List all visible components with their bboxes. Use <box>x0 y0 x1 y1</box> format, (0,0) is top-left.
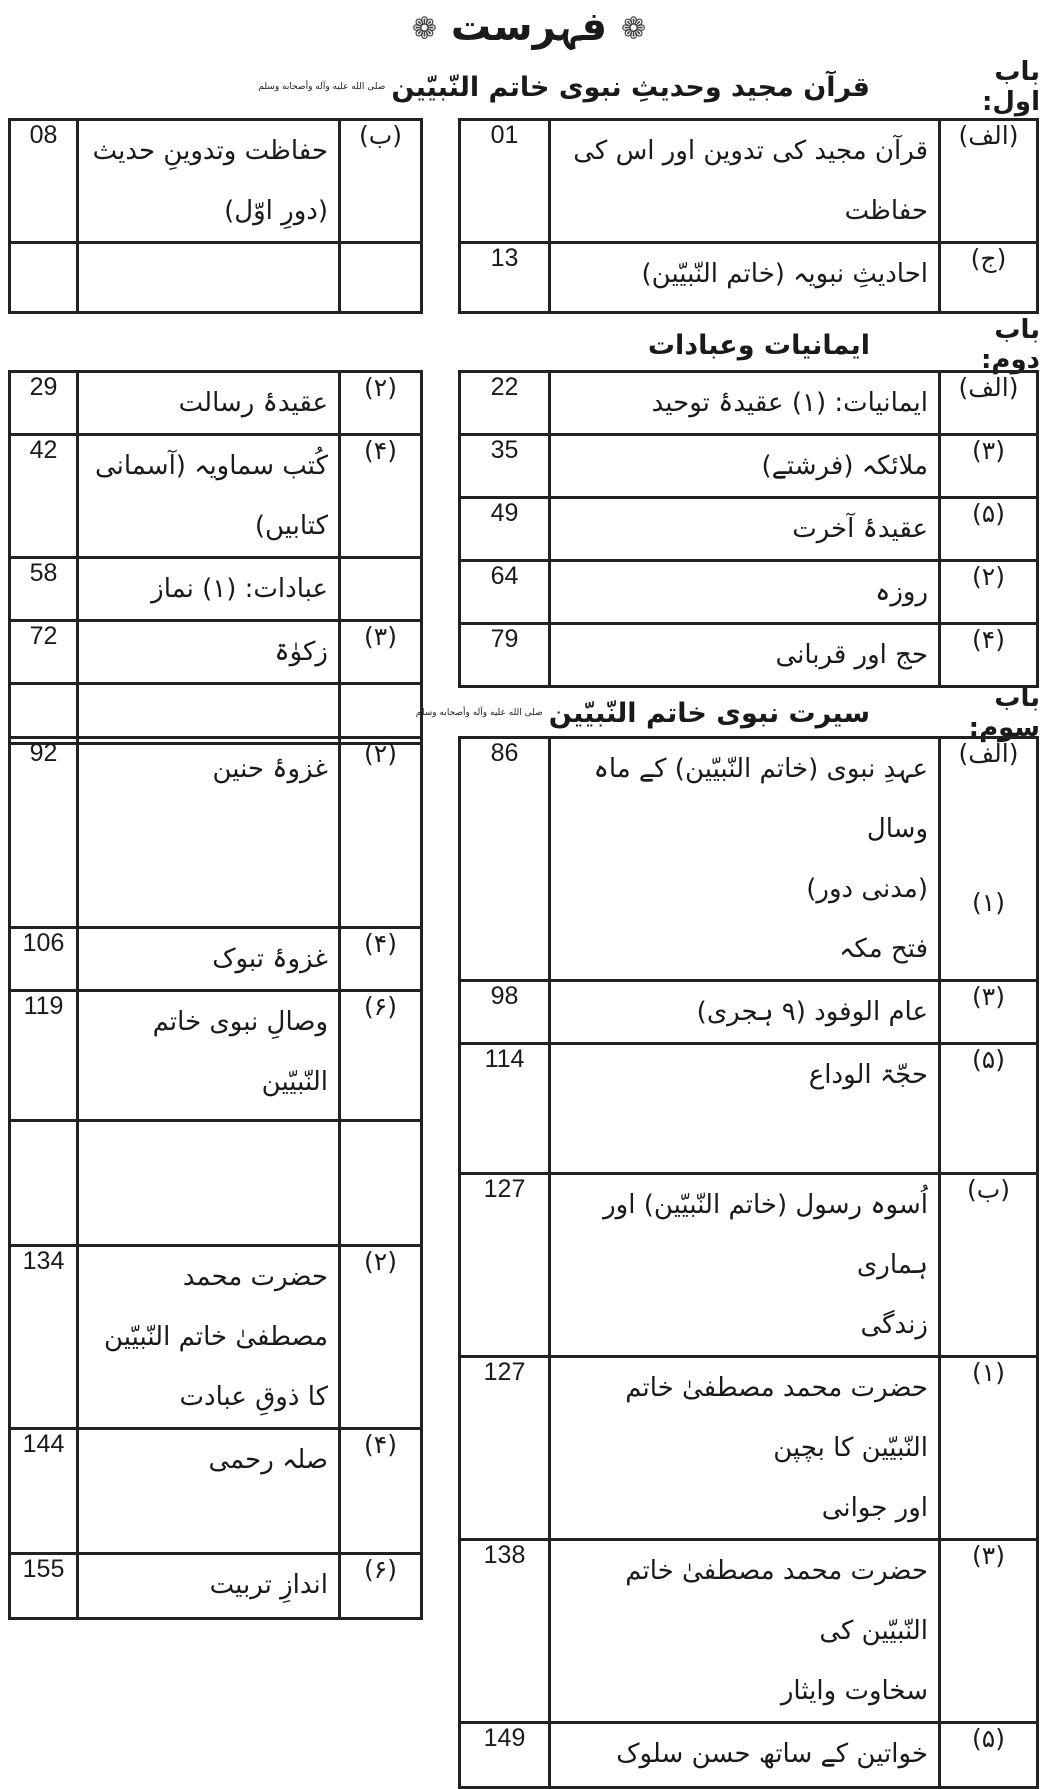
chapter-3-heading <box>410 683 1040 743</box>
item-topic-text: وصالِ نبوی خاتم النّبیّین <box>152 1007 328 1097</box>
item-label <box>940 1540 1038 1723</box>
item-topic <box>78 1429 340 1554</box>
item-page-number-text: 144 <box>22 1430 65 1458</box>
chapter-1-right-table <box>458 118 1039 314</box>
table-row <box>10 558 422 621</box>
item-page-number <box>460 1044 550 1174</box>
chapter-2-right-table <box>458 370 1039 688</box>
item-label-text: (۲) <box>364 1247 397 1276</box>
item-topic-text: کُتب سماویہ (آسمانی کتابیں) <box>94 451 328 541</box>
table-row <box>10 738 422 928</box>
item-label-text: (۵) <box>972 499 1005 528</box>
item-topic-text: سخاوت وایثار <box>780 1676 928 1706</box>
chapter-3-right-table <box>458 736 1039 1789</box>
item-page-number-text: 106 <box>22 929 65 957</box>
item-topic-text: ایمانیات: (۱) عقیدۂ توحید <box>651 388 928 418</box>
item-page-number <box>460 372 550 435</box>
item-topic <box>550 120 940 243</box>
item-topic <box>78 372 340 435</box>
item-topic-text: اُسوہ رسول (خاتم النّبیّین) اور ہماری <box>603 1190 928 1280</box>
item-page-number <box>460 624 550 687</box>
item-page-number <box>460 738 550 981</box>
item-label-text: (۲) <box>364 373 397 402</box>
item-topic <box>550 1044 940 1174</box>
page-title <box>0 4 1058 50</box>
item-topic <box>78 928 340 991</box>
item-topic-text: احادیثِ نبویہ (خاتم النّبیّین) <box>641 259 928 289</box>
item-label <box>340 558 422 621</box>
item-label-text: (ج) <box>970 244 1007 273</box>
item-topic <box>550 1174 940 1357</box>
item-label <box>340 120 422 243</box>
item-page-number <box>460 243 550 313</box>
chapter-title: ایمانیات وعبادات <box>647 329 870 361</box>
item-page-number-text: 79 <box>490 625 519 653</box>
item-topic-text: حضرت محمد مصطفیٰ خاتم النّبیّین <box>103 1262 328 1352</box>
item-page-number-text: 08 <box>29 121 58 149</box>
item-topic-text: عام الوفود (۹ ہجری) <box>696 997 928 1027</box>
title-text: فہرست <box>450 4 608 50</box>
item-page-number-text: 98 <box>490 982 519 1010</box>
item-topic <box>550 624 940 687</box>
item-topic <box>78 120 340 243</box>
item-page-number <box>10 738 78 928</box>
item-page-number-text: 127 <box>483 1358 526 1386</box>
item-page-number-text: 86 <box>490 739 519 767</box>
item-label <box>340 1554 422 1619</box>
item-page-number <box>460 561 550 624</box>
chapter-title: قرآن مجید وحدیثِ نبوی خاتم النّبیّین <box>391 71 870 103</box>
item-label-text: (ب) <box>358 121 403 150</box>
item-label <box>340 1429 422 1554</box>
item-topic-text: عبادات: (۱) نماز <box>151 574 328 604</box>
item-topic <box>550 1723 940 1788</box>
item-page-number-text: 35 <box>490 436 519 464</box>
item-topic-text: حفاظت وتدوینِ حدیث <box>92 136 328 166</box>
table-row <box>10 435 422 558</box>
item-topic-text: روزہ <box>875 577 928 607</box>
item-page-number-text: 29 <box>29 373 58 401</box>
table-row <box>460 435 1038 498</box>
table-row <box>460 1540 1038 1723</box>
item-page-number-text: 149 <box>483 1724 526 1752</box>
item-topic-text: خواتین کے ساتھ حسن سلوک <box>616 1739 928 1769</box>
item-label-text: (۴) <box>364 929 397 958</box>
item-topic-text: کا ذوقِ عبادت <box>179 1382 328 1412</box>
table-row <box>460 561 1038 624</box>
item-topic <box>550 981 940 1044</box>
table-row <box>460 120 1038 243</box>
item-label <box>940 1723 1038 1788</box>
item-topic-text: اندازِ تربیت <box>209 1570 328 1600</box>
item-topic <box>78 435 340 558</box>
item-topic-text: عہدِ نبوی (خاتم النّبیّین) کے ماہ وسال <box>593 754 928 844</box>
item-topic <box>78 558 340 621</box>
item-label-text: (۳) <box>972 1541 1005 1570</box>
item-topic-text: عقیدۂ آخرت <box>792 514 928 544</box>
chapter-label: باب اول: <box>981 57 1040 117</box>
item-page-number-text: 138 <box>483 1541 526 1569</box>
item-topic <box>550 1357 940 1540</box>
item-topic-text: حضرت محمد مصطفیٰ خاتم النّبیّین کا بچپن <box>625 1373 928 1463</box>
chapter-3-left-table <box>8 736 423 1620</box>
item-label-text: (۶) <box>364 992 397 1021</box>
table-row <box>460 624 1038 687</box>
item-topic-text: قرآن مجید کی تدوین اور اس کی حفاظت <box>573 136 928 226</box>
item-topic-text: حجّۃ الوداع <box>808 1060 928 1090</box>
item-topic-text: ملائکہ (فرشتے) <box>761 451 928 481</box>
item-page-number-text: 155 <box>22 1555 65 1583</box>
item-topic <box>550 561 940 624</box>
chapter-2-heading <box>647 315 1040 375</box>
item-page-number-text: 127 <box>483 1175 526 1203</box>
item-label <box>340 991 422 1121</box>
item-page-number-text: 42 <box>29 436 58 464</box>
item-label <box>340 928 422 991</box>
table-row <box>460 738 1038 981</box>
item-label <box>340 1121 422 1246</box>
item-label <box>940 435 1038 498</box>
chapter-label: باب سوم: <box>968 683 1040 743</box>
item-label-text: (۲) <box>972 562 1005 591</box>
item-page-number-text: 72 <box>29 622 58 650</box>
item-label <box>340 621 422 684</box>
item-page-number-text: 49 <box>490 499 519 527</box>
item-topic-text: زکوٰۃ <box>274 637 328 667</box>
item-label-text: (۴) <box>364 436 397 465</box>
item-page-number-text: 114 <box>484 1045 525 1073</box>
item-topic <box>78 684 340 744</box>
chapter-title: سیرت نبوی خاتم النّبیّین <box>548 697 870 729</box>
item-label-text: (الف) <box>958 739 1019 768</box>
item-topic-text: صلہ رحمی <box>208 1445 328 1475</box>
item-label <box>340 738 422 928</box>
salawat-icon: صلى الله عليه وآله وأصحابه وسلم <box>258 81 386 92</box>
item-topic-text: حضرت محمد مصطفیٰ خاتم النّبیّین کی <box>625 1556 928 1646</box>
item-label-text: (۵) <box>972 1045 1005 1074</box>
table-row <box>460 243 1038 313</box>
item-page-number <box>10 1554 78 1619</box>
table-row <box>10 1554 422 1619</box>
item-label-text: (۴) <box>972 625 1005 654</box>
item-topic-text: (مدنی دور) <box>806 874 928 904</box>
item-page-number <box>10 1121 78 1246</box>
item-topic-text: فتح مکہ <box>839 934 928 964</box>
table-row <box>10 243 422 313</box>
flower-ornament-icon: ❁ <box>411 11 437 47</box>
item-label-text: (۴) <box>364 1430 397 1459</box>
table-row <box>10 928 422 991</box>
item-topic-text: (دورِ اوّل) <box>224 196 328 226</box>
table-row <box>460 1174 1038 1357</box>
item-label <box>340 435 422 558</box>
item-page-number-text: 58 <box>29 559 58 587</box>
item-label <box>940 981 1038 1044</box>
item-page-number <box>10 621 78 684</box>
item-page-number <box>10 1246 78 1429</box>
item-label-text <box>951 826 1026 884</box>
item-label-text: (۱) <box>972 888 1005 917</box>
table-row <box>460 1044 1038 1174</box>
item-page-number <box>460 498 550 561</box>
item-topic <box>78 738 340 928</box>
item-page-number <box>460 1723 550 1788</box>
item-label <box>940 1174 1038 1357</box>
table-row <box>460 981 1038 1044</box>
item-page-number <box>460 981 550 1044</box>
table-row <box>10 684 422 744</box>
item-page-number-text: 92 <box>29 739 58 767</box>
item-label-text: (۳) <box>972 436 1005 465</box>
item-topic-text: زندگی <box>860 1310 928 1340</box>
item-topic-text: عقیدۂ رسالت <box>178 388 328 418</box>
item-topic <box>550 498 940 561</box>
item-topic <box>78 1554 340 1619</box>
chapter-1-heading <box>252 57 1040 117</box>
salawat-icon: صلى الله عليه وآله وأصحابه وسلم <box>415 707 543 718</box>
item-label-text <box>951 768 1026 826</box>
item-page-number <box>10 120 78 243</box>
item-page-number-text: 22 <box>490 373 519 401</box>
item-label-text: (۲) <box>364 739 397 768</box>
item-page-number <box>460 120 550 243</box>
item-topic <box>550 738 940 981</box>
item-page-number <box>10 243 78 313</box>
item-label <box>940 120 1038 243</box>
item-topic <box>550 435 940 498</box>
chapter-2-left-table <box>8 370 423 745</box>
item-page-number <box>460 435 550 498</box>
item-topic-text: اور جوانی <box>821 1493 928 1523</box>
item-label-text: (۳) <box>364 622 397 651</box>
item-topic <box>78 991 340 1121</box>
item-page-number <box>10 1429 78 1554</box>
table-row <box>460 1357 1038 1540</box>
item-label <box>940 372 1038 435</box>
item-page-number <box>460 1357 550 1540</box>
item-label-text: (الف) <box>958 121 1019 150</box>
item-topic <box>550 372 940 435</box>
item-topic-text: غزوۂ حنین <box>212 754 328 784</box>
item-label <box>340 372 422 435</box>
item-label <box>940 738 1038 981</box>
flower-ornament-icon: ❁ <box>621 11 647 47</box>
item-page-number <box>460 1540 550 1723</box>
table-row <box>10 621 422 684</box>
item-topic <box>550 1540 940 1723</box>
item-topic-text: حج اور قربانی <box>775 640 928 670</box>
item-topic <box>78 1246 340 1429</box>
table-row <box>10 991 422 1121</box>
table-row <box>10 372 422 435</box>
item-label <box>940 561 1038 624</box>
item-label <box>940 1357 1038 1540</box>
item-page-number-text: 134 <box>22 1247 65 1275</box>
item-page-number-text: 13 <box>490 244 519 272</box>
item-topic <box>78 243 340 313</box>
item-topic <box>78 621 340 684</box>
item-page-number <box>10 928 78 991</box>
chapter-label: باب دوم: <box>981 315 1040 375</box>
item-label-text: (۶) <box>364 1555 397 1584</box>
item-label-text: (۱) <box>972 1358 1005 1387</box>
item-page-number <box>10 558 78 621</box>
item-label <box>940 624 1038 687</box>
item-page-number <box>10 684 78 744</box>
table-row <box>10 1246 422 1429</box>
item-label <box>940 498 1038 561</box>
item-label <box>340 684 422 744</box>
item-label <box>340 1246 422 1429</box>
item-page-number-text: 119 <box>23 992 64 1020</box>
item-page-number-text: 64 <box>490 562 519 590</box>
item-topic-text: غزوۂ تبوک <box>212 944 328 974</box>
item-label-text: (۳) <box>972 982 1005 1011</box>
item-page-number <box>460 1174 550 1357</box>
item-page-number <box>10 372 78 435</box>
item-label <box>340 243 422 313</box>
table-row <box>10 1121 422 1246</box>
table-row <box>460 1723 1038 1788</box>
item-label <box>940 1044 1038 1174</box>
item-page-number-text: 01 <box>490 121 519 149</box>
chapter-1-left-table <box>8 118 423 314</box>
item-page-number <box>10 435 78 558</box>
item-topic <box>78 1121 340 1246</box>
table-row <box>460 498 1038 561</box>
item-label-text: (ب) <box>966 1175 1011 1204</box>
item-page-number <box>10 991 78 1121</box>
item-label-text: (۵) <box>972 1724 1005 1753</box>
item-topic <box>550 243 940 313</box>
table-row <box>10 120 422 243</box>
table-row <box>10 1429 422 1554</box>
item-label-text: (الف) <box>958 373 1019 402</box>
table-row <box>460 372 1038 435</box>
item-label <box>940 243 1038 313</box>
